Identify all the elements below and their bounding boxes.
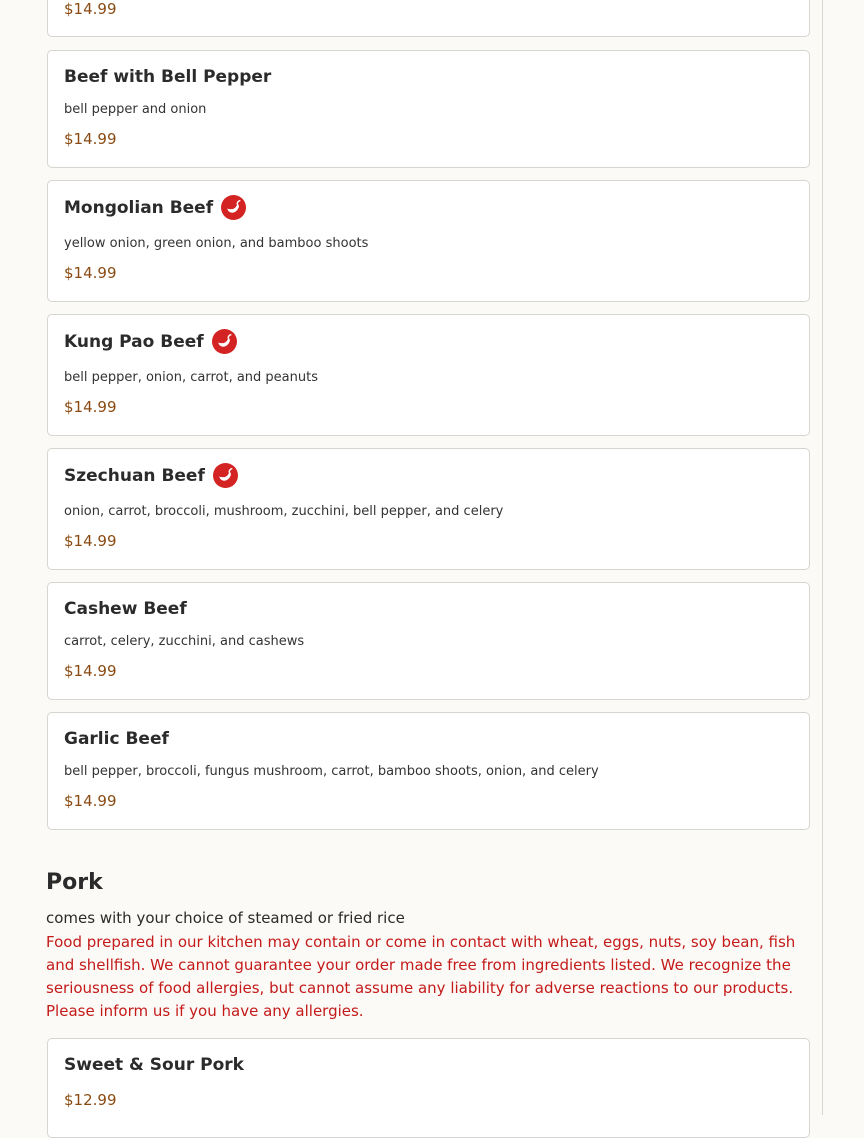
item-name-text: Sweet & Sour Pork (64, 1055, 244, 1075)
item-price: $14.99 (64, 662, 117, 680)
item-name-text: Beef with Bell Pepper (64, 67, 272, 87)
section-title: Pork (46, 870, 103, 895)
item-name (64, 329, 237, 354)
item-price: $14.99 (64, 0, 117, 18)
menu-item-card[interactable] (47, 314, 810, 436)
menu-item-card[interactable] (47, 0, 810, 37)
item-description: bell pepper and onion (64, 102, 207, 117)
item-name-text: Kung Pao Beef (64, 331, 204, 352)
menu-item-card[interactable] (47, 712, 810, 830)
item-price: $14.99 (64, 532, 117, 550)
menu-item-card[interactable] (47, 1038, 810, 1138)
item-name (64, 463, 238, 488)
item-name (64, 729, 169, 749)
menu-item-card[interactable] (47, 448, 810, 570)
item-description: carrot, celery, zucchini, and cashews (64, 634, 305, 649)
item-name-text: Garlic Beef (64, 729, 169, 749)
item-name-text: Cashew Beef (64, 599, 187, 619)
item-description: onion, carrot, broccoli, mushroom, zucchini, bell pepper, and celery (64, 504, 504, 519)
item-price: $14.99 (64, 264, 117, 282)
menu-item-card[interactable] (47, 50, 810, 168)
chili-pepper-icon (213, 463, 238, 488)
item-price: $14.99 (64, 130, 117, 148)
item-description: bell pepper, onion, carrot, and peanuts (64, 370, 318, 385)
item-name-text: Mongolian Beef (64, 197, 214, 218)
item-price: $14.99 (64, 398, 117, 416)
chili-pepper-icon (221, 195, 246, 220)
item-name-text: Szechuan Beef (64, 465, 205, 486)
page-right-border (822, 0, 823, 1115)
item-description: yellow onion, green onion, and bamboo shoots (64, 236, 369, 251)
item-name (64, 599, 187, 619)
item-name (64, 67, 271, 87)
chili-pepper-icon (212, 329, 237, 354)
item-name (64, 1055, 244, 1075)
allergy-notice: Food prepared in our kitchen may contain or come in contact with wheat, eggs, nuts, soy bean, fish and shellfish. We cannot guarantee your order made free from ingredients listed. We recognize the seriousness of food allergies, but cannot assume any liability for adverse reactions to our products. Please inform us if you have any allergies. (46, 933, 796, 1020)
item-price: $14.99 (64, 792, 117, 810)
section-subtitle: comes with your choice of steamed or fried rice (46, 909, 405, 927)
item-price: $12.99 (64, 1091, 117, 1109)
item-description: bell pepper, broccoli, fungus mushroom, carrot, bamboo shoots, onion, and celery (64, 764, 599, 779)
item-name (64, 195, 246, 220)
menu-item-card[interactable] (47, 582, 810, 700)
menu-item-card[interactable] (47, 180, 810, 302)
